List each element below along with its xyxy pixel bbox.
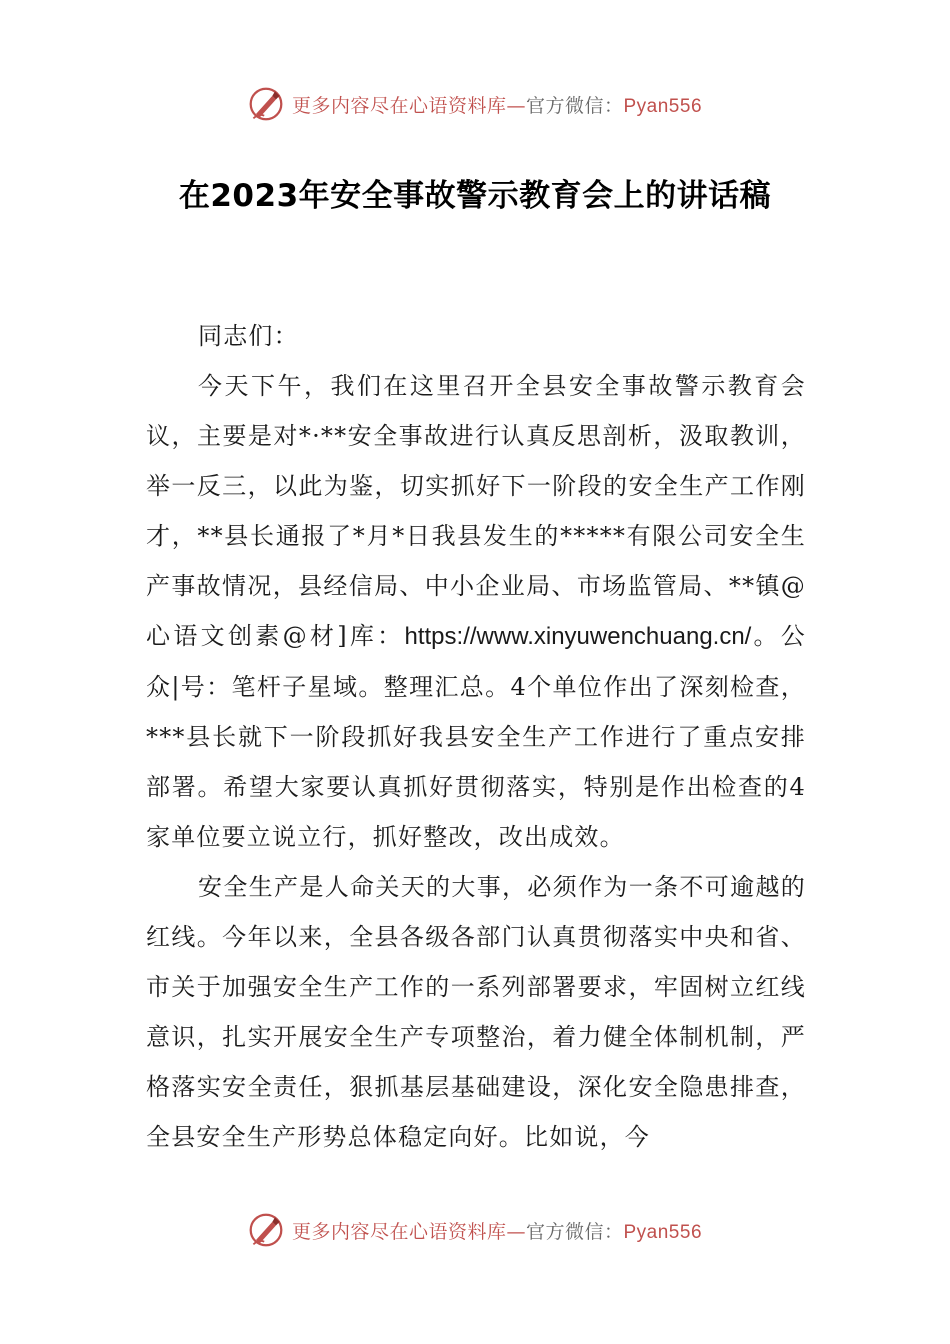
header-watermark xyxy=(0,82,950,126)
pen-logo-icon xyxy=(248,1212,284,1248)
pen-logo-icon xyxy=(248,86,284,122)
paragraph-1-after-url: 。公众|号：笔杆子星域。整理汇总。4个单位作出了深刻检查，***县长就下一阶段抓好我县安全生产工作进行了重点安排部署。希望大家要认真抓好贯彻落实，特别是作出检查的4家单位要立说立行，抓好整改，改出成效。 xyxy=(146,622,806,851)
salutation: 同志们： xyxy=(198,322,299,350)
watermark-text xyxy=(292,91,702,118)
watermark-main: 更多内容尽在心语资料库 xyxy=(291,1220,507,1243)
watermark-handle: Pyan556 xyxy=(623,1221,703,1243)
watermark-official: 官方微信： xyxy=(525,1220,624,1243)
website-url: https://www.xinyuwenchuang.cn/ xyxy=(404,623,752,650)
document-body xyxy=(146,311,806,1162)
watermark-official: 官方微信： xyxy=(525,94,624,117)
watermark-dash: — xyxy=(506,1220,526,1243)
footer-watermark xyxy=(0,1208,950,1252)
watermark-text xyxy=(292,1217,702,1244)
document-title: 在2023年安全事故警示教育会上的讲话稿 xyxy=(178,178,772,214)
paragraph-2: 安全生产是人命关天的大事，必须作为一条不可逾越的红线。今年以来，全县各级各部门认真贯彻落实中央和省、市关于加强安全生产工作的一系列部署要求，牢固树立红线意识，扎实开展安全生产专项整治，着力健全体制机制，严格落实安全责任，狠抓基层基础建设，深化安全隐患排查，全县安全生产形势总体稳定向好。比如说，今 xyxy=(146,873,806,1151)
paragraph-1 xyxy=(146,361,806,862)
watermark-main: 更多内容尽在心语资料库 xyxy=(291,94,507,117)
paragraph-1-before-url: 今天下午，我们在这里召开全县安全事故警示教育会议，主要是对*·**安全事故进行认真反思剖析，汲取教训，举一反三，以此为鉴，切实抓好下一阶段的安全生产工作刚才，**县长通报了*月*日我县发生的*****有限公司安全生产事故情况，县经信局、中小企业局、市场监管局、**镇@心语文创素@材]库： xyxy=(146,372,806,650)
watermark-dash: — xyxy=(506,94,526,117)
watermark-handle: Pyan556 xyxy=(623,95,703,117)
